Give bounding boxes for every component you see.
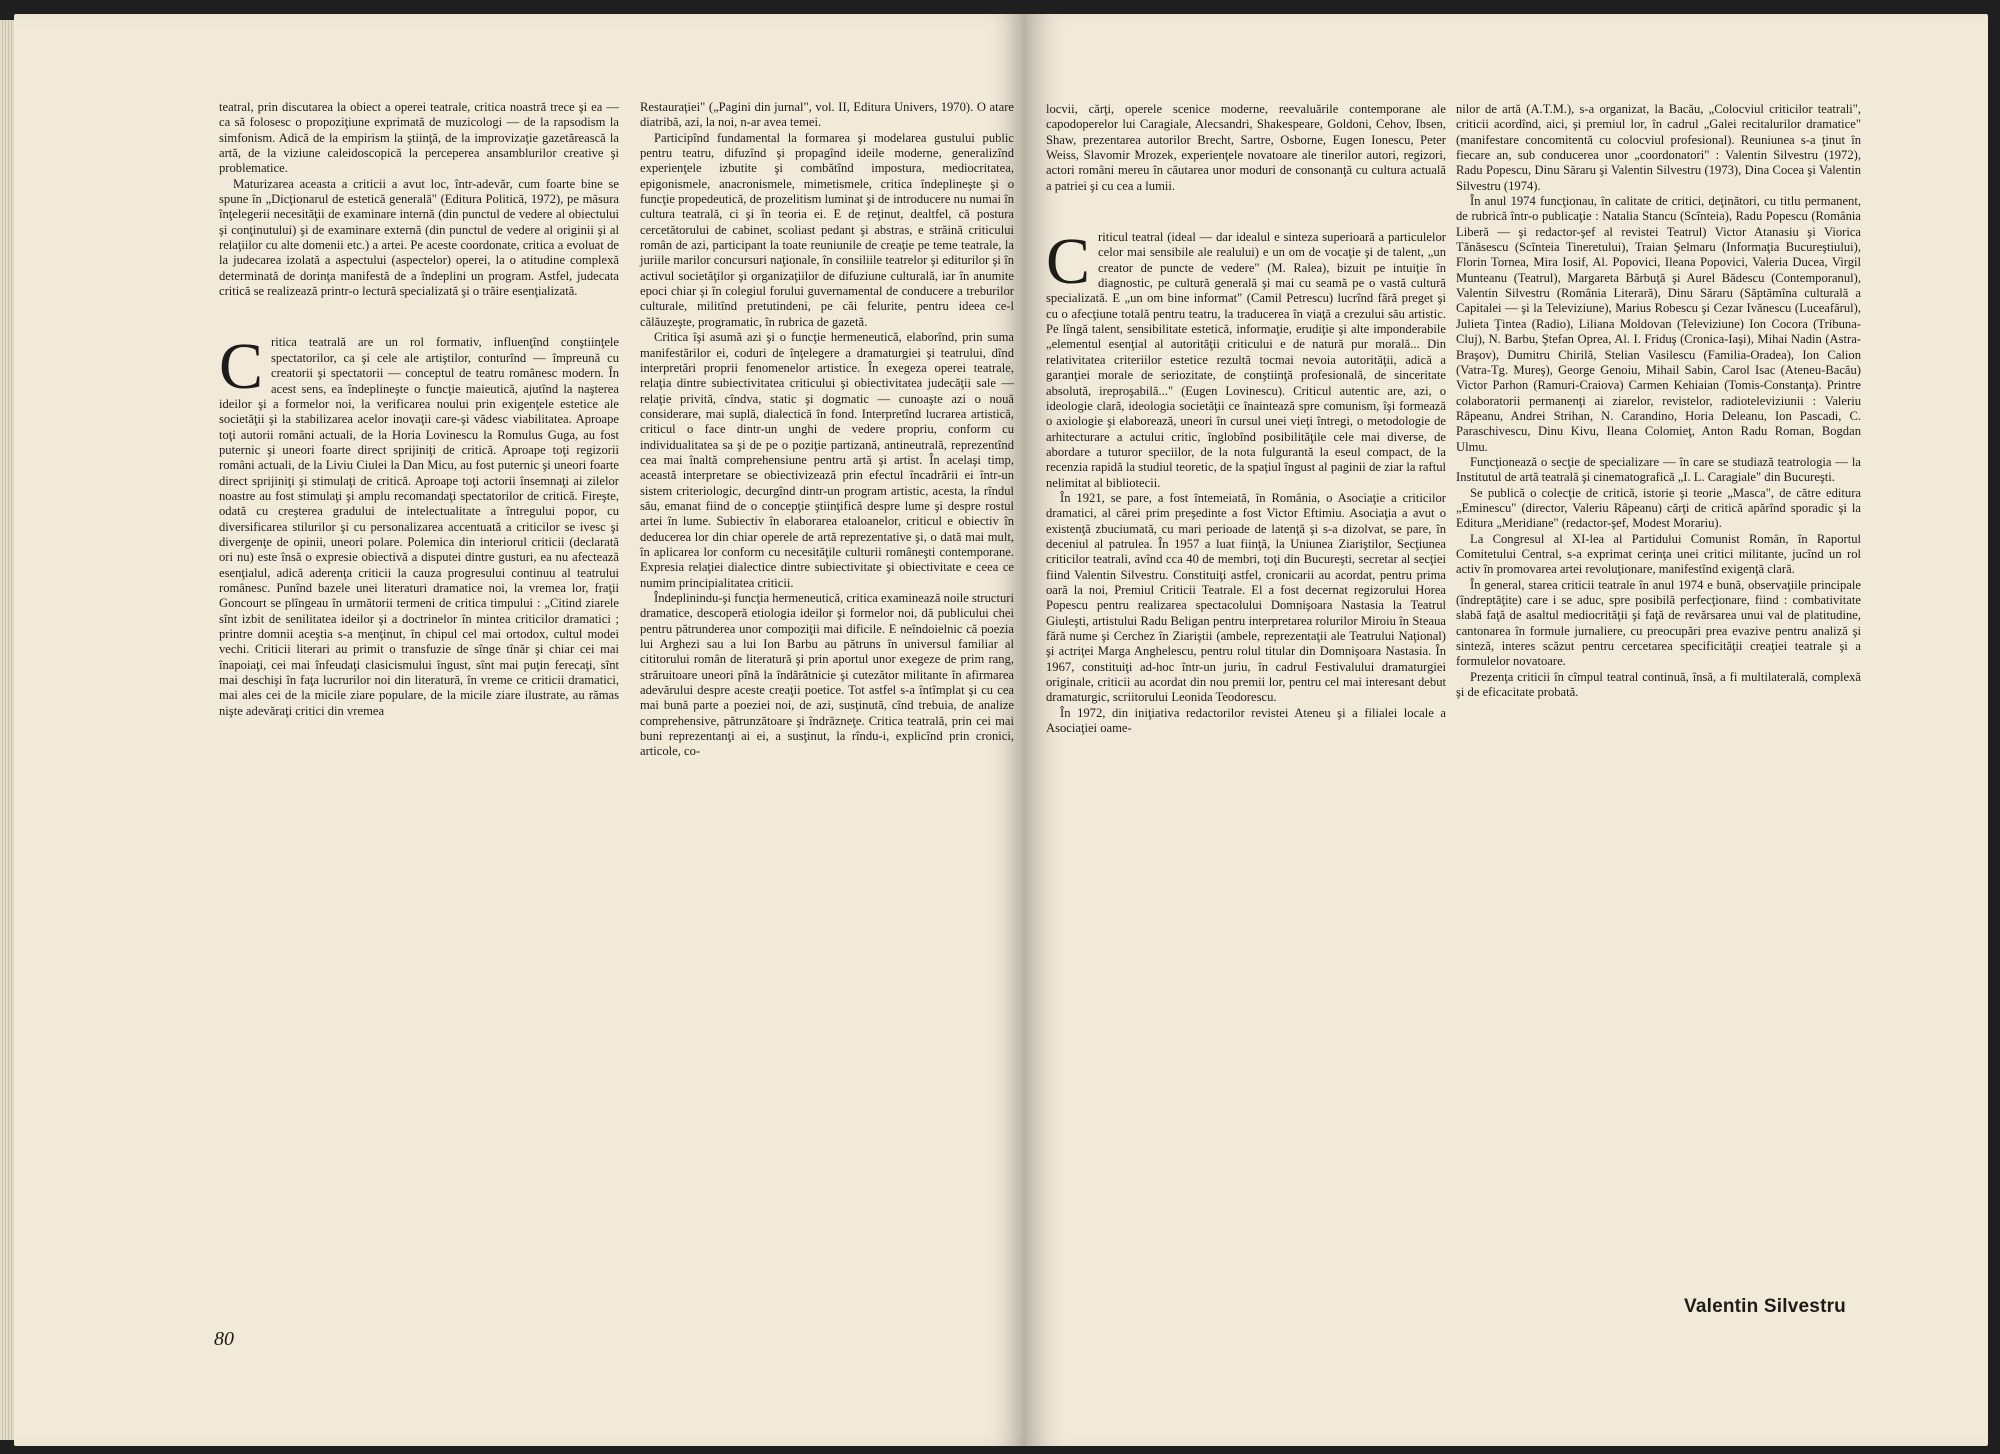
paragraph [219,330,619,719]
paragraph: Funcţionează o secţie de specializare — în care se studiază teatrologia — la Institutul de artă teatrală şi cinematografică „I. L. Caragiale" din Bucureşti. [1456,454,1861,485]
paragraph: teatral, prin discutarea la obiect a operei teatrale, critica noastră trece şi ea — ca să folosesc o propoziţiune exprimată de muzicologi — de la rapsodism la simfonism. Adică de la empirism la ştiinţă, de la improvizaţie gazetărească la artă, de la viziune caleidoscopică la perceperea ansamblurilor creative şi problematice. [219,100,619,176]
paragraph: Prezenţa criticii în cîmpul teatral continuă, însă, a fi multilaterală, complexă şi de eficacitate probată. [1456,669,1861,700]
left-page [14,14,1026,1446]
section-text: ritica teatrală are un rol formativ, influenţînd conştiinţele spectatorilor, ca şi cele ale artiştilor, conturînd — împreună cu creatorii şi spectatorii — conceptul de teatru românesc modern. În acest sens, ea îndeplineşte o funcţie maieutică, ajutînd la naşterea ideilor şi a formelor noi, la verificarea noului prin exigenţele estetice ale societăţii şi la stabilizarea acelor inovaţii care-şi vădesc viabilitatea. Aproape toţi autorii români actuali, de la Horia Lovinescu la Romulus Guga, au fost puternic şi uneori foarte direct sprijiniţi de critică. Aproape toţi regizorii români actuali, de la Liviu Ciulei la Dan Micu, au fost puternic şi uneori foarte direct sprijiniţi şi stimulaţi de critică. Aproape toţi actorii însemnaţi ai zilelor noastre au fost stimulaţi şi amplu recomandaţi spectatorilor de critică. Fireşte, odată cu creşterea gradului de intelectualitate a întregului popor, cu diversificarea stilurilor şi cu personalizarea accentuată a criticilor se ivesc şi divergenţe de opinii, uneori polare. Polemica din interiorul criticii (declarată ori nu) este însă o expresie obiectivă a disputei dintre gusturi, ea nu afectează esenţialul, adică aderenţa criticii la cauza progresului continuu al teatrului românesc. Punînd bazele unei literaturi dramatice noi, la vremea lor, fraţii Goncourt se plîngeau în următorii termeni de critica timpului : „Citind ziarele sînt izbit de senilitatea ideilor şi a doctrinelor în mintea criticilor dramatici ; printre domnii aceştia s-a menţinut, în chipul cel mai ortodox, cultul modei vechi. Criticii literari au primit o transfuzie de sînge tînăr şi chiar cei mai înapoiaţi, cei mai înfeudaţi clasicismului îngust, sînt mai puţin ferecaţi, sînt mai deschişi în faţa lucrurilor noi din literatură, în vreme ce criticii dramatici, mai ales cei de la micile ziare populare, de la micile ziare ilustrate, au rămas nişte adevăraţi critici din vremea [219,335,619,718]
paragraph: Îndeplinindu-şi funcţia hermeneutică, critica examinează noile structuri dramatice, descoperă etiologia ideilor şi formelor noi, dă publicului chei pentru pătrunderea unor compoziţii mai dificile. E neîndoielnic că poezia lui Arghezi sau a lui Ion Barbu au pătruns în universul familiar al cititorului român de literatură şi prin aportul unor exegeze de prim rang, străruitoare uneori pînă la îndărătnicie şi cutezător militante în afirmarea adevărului despre aceste creaţii poetice. Tot astfel s-a întîmplat şi cu cea mai bună parte a poeziei noi, de azi, susţinută, cînd trebuia, de analize comprehensive, pătrunzătoare şi îndrăzneţe. Critica teatrală, prin cei mai buni reprezentanţi ai ei, a susţinut, la rîndu-i, explicînd prin cronici, articole, co- [640,591,1014,759]
paragraph: În general, starea criticii teatrale în anul 1974 e bună, observaţiile principale (îndreptăţite) care i se aduc, spre posibilă perfecţionare, fiind : combativitate slabă faţă de asaltul mediocrităţii şi faţă de revărsarea unui val de platitudine, cantonarea în formule jurnaliere, cu preocupări prea evazive pentru analiză şi sinteză, interes scăzut pentru cercetarea specificităţii creaţiei teatrale şi a formulelor novatoare. [1456,577,1861,669]
section-text: riticul teatral (ideal — dar idealul e sinteza superioară a particulelor celor mai sensibile ale realului) e un om de vocaţie şi de talent, „un creator de puncte de vedere" (M. Ralea), bizuit pe intuiţie în diagnostic, pe cultură generală şi mai cu seamă pe o vastă cultură specializată. E „un om bine informat" (Camil Petrescu) lucrînd fără preget şi cu o afecţiune totală pentru teatru, la traducerea în viaţă a crezului său artistic. Pe lîngă talent, sensibilitate estetică, informaţie, erudiţie şi alte imponderabile „elementul esenţial al autorităţii criticului e de natură pur morală... Din relativitatea criteriilor estetice rezultă tocmai nevoia autorităţii, adică a garanţiei morale de seriozitate, de conştiinţă profesională, de sinceritate absolută, ireproşabilă..." (Eugen Lovinescu). Criticul autentic are, azi, o ideologie clară, ideologia societăţii ce înaintează spre comunism, îşi formează o axiologie şi elaborează, uneori în cursul unei vieţi întregi, o metodologie de arhitecturare a actului critic, înglobînd posibilităţile cele mai diverse, de abordare a tuturor speciilor, de la nota fulgurantă la eseul compact, de la recenzia rapidă la studiul teoretic, de la spaţiul îngust al paginii de ziar la raftul nelimitat al bibliotecii. [1046,230,1446,490]
page-number: 80 [214,1328,234,1350]
drop-cap: C [1046,225,1091,299]
section-gap [1046,194,1446,230]
paragraph: În anul 1974 funcţionau, în calitate de critici, deţinători, cu titlu permanent, de rubrică într-o publicaţie : Natalia Stancu (Scînteia), Radu Popescu (România Liberă — şi redactor-şef al revistei Teatrul) Victor Atanasiu şi Viorica Tănăsescu (Scînteia Tineretului), Traian Şelmaru (Informaţia Bucureştiului), Florin Tornea, Mira Iosif, Al. Popovici, Ileana Popovici, Valeria Ducea, Virgil Munteanu (Teatrul), Margareta Bărbuţă şi Aurel Bădescu (Contemporanul), Valentin Silvestru (România Literară), Dinu Săraru (Săptămîna culturală a Capitalei — şi la Televiziune), Marius Robescu şi Cezar Ivănescu (Luceafărul), Julieta Ţintea (Radio), Liliana Moldovan (Televiziune) Ion Cocora (Tribuna-Cluj), N. Barbu, Ştefan Oprea, Al. I. Friduş (Cronica-Iaşi), Mihai Nadin (Astra-Braşov), Dumitru Chirilă, Stelian Vasilescu (Familia-Oradea), Ion Calion (Vatra-Tg. Mureş), George Genoiu, Mihail Sabin, Carol Isac (Ateneu-Bacău) Victor Parhon (Ramuri-Craiova) Carmen Kehiaian (Tomis-Constanţa). Printre colaboratorii permanenţi ai ziarelor, revistelor, radioteleviziunii : Valeriu Râpeanu, Andrei Strihan, N. Carandino, Horia Deleanu, Ion Pascadi, C. Paraschivescu, Dinu Kivu, Ileana Colomieţ, Anton Radu Roman, Bogdan Ulmu. [1456,194,1861,454]
left-column-1 [219,100,619,719]
paragraph: La Congresul al XI-lea al Partidului Comunist Român, în Raportul Comitetului Central, s-a exprimat cerinţa unei critici militante, jucînd un rol activ în promovarea artei revoluţionare, manifestînd exigenţă clară. [1456,531,1861,577]
page-edges [0,20,14,1440]
paragraph: Se publică o colecţie de critică, istorie şi teorie „Masca", de către editura „Eminescu" (director, Valeriu Râpeanu) cărţi de critică apărînd sporadic şi la Editura „Meridiane" (redactor-şef, Modest Morariu). [1456,485,1861,531]
paragraph: În 1972, din iniţiativa redactorilor revistei Ateneu şi a filialei locale a Asociaţiei oame- [1046,705,1446,736]
paragraph: În 1921, se pare, a fost întemeiată, în România, o Asociaţie a criticilor dramatici, al cărei prim preşedinte a fost Victor Eftimiu. Asociaţia a avut o existenţă zbuciumată, cu mari perioade de latenţă şi s-a dizolvat, se pare, în deceniul al patrulea. În 1957 a luat fiinţă, la Uniunea Ziariştilor, Secţiunea criticilor teatrali, avînd cca 40 de membri, toţi din Bucureşti, secretar al secţiei fiind Valentin Silvestru. Constituiţi astfel, cronicarii au acordat, pentru prima oară la noi, Premiul Criticii Teatrale. El a fost decernat regizorului Horea Popescu pentru realizarea spectacolului Domnişoara Nastasia la Teatrul Giuleşti, artistului Radu Beligan pentru interpretarea rolurilor Miroiu în Steaua fără nume şi Cerchez în Ziariştii (ambele, reprezentaţii ale Teatrului Naţional) şi actriţei Marga Anghelescu, pentru rolul titular din Domnişoara Nastasia. În 1967, constituiţi ad-hoc într-un juriu, în cadrul Festivalului dramaturgiei originale, criticii au acordat din nou premii lor, pentru cel mai interesant debut dramaturgic, scriitorului Leonida Teodorescu. [1046,490,1446,705]
paragraph: nilor de artă (A.T.M.), s-a organizat, la Bacău, „Colocviul criticilor teatrali", criticii acordînd, aici, şi premiul lor, în cadrul „Galei recitalurilor dramatice" (manifestare concomitentă cu colocviul profesional). Reuniunea s-a ţinut în fiecare an, sub conducerea unor „coordonatori" : Valentin Silvestru (1972), Radu Popescu, Dinu Săraru şi Valentin Silvestru (1973), Dina Cocea şi Valentin Silvestru (1974). [1456,102,1861,193]
paragraph: locvii, cărţi, operele scenice moderne, reevaluările contemporane ale capodoperelor lui Caragiale, Alecsandri, Shakespeare, Goldoni, Cehov, Ibsen, Shaw, prezentarea autorilor Brecht, Sartre, Osborne, Eugen Ionescu, Peter Weiss, Slavomir Mrozek, experienţele novatoare ale tinerilor autori, regizori, actori români mereu în căutarea unor moduri de consonanţă cu cultura actuală a patriei şi cu cea a lumii. [1046,102,1446,193]
paragraph: Maturizarea aceasta a criticii a avut loc, într-adevăr, cum foarte bine se spune în „Dicţionarul de estetică generală" (Editura Politică, 1972), pe măsura înţelegerii necesităţii de examinare internă (din punctul de vedere al obiectului şi conţinutului) şi de examinare externă (din punctul de vedere al originii şi al relaţiilor cu alte domenii etc.) a artei. Pe aceste coordonate, critica a evoluat de la judecarea izolată a aspectului (aspectelor) operei, la o atitudine complexă determinată de dorinţa manifestă de a îndeplini un program. Astfel, judecata critică se realizează printr-o lectură specializată şi o trăire esenţializată. [219,176,619,299]
right-column-2 [1456,102,1861,700]
right-page [1026,14,1988,1446]
paragraph: Critica îşi asumă azi şi o funcţie hermeneutică, elaborînd, prin suma manifestărilor ei, coduri de înţelegere a dramaturgiei şi teatrului, dînd interpretări proprii fenomenelor artistice. În exegeza operei teatrale, relaţia dintre subiectivitatea criticului şi obiectivitatea judecăţii sale — relaţie privită, cîndva, static şi dogmatic — cunoaşte azi o nouă considerare, mai suplă, dialectică în fond. Interpretînd lucrarea artistică, criticul o face dintr-un unghi de vedere propriu, conform cu individualitatea sa şi de pe o poziţie partizană, antineutrală, reprezentînd cea mai înaltă comprehensiune pentru artă şi artist. În acelaşi timp, această interpretare se obiectivizează prin efectul încadrării ei într-un sistem criteriologic, decurgînd dintr-un program artistic, acesta, la rîndul său, emanat fiind de o concepţie ştiinţifică despre lume şi despre rostul artei în lume. Subiectiv în elaborarea etaloanelor, criticul e obiectiv în deducerea lor din chiar operele de artă reprezentative şi, o dată mai mult, în aplicarea lor conform cu necesităţile culturii româneşti contemporane. Expresia relaţiei dialectice dintre subiectivitate şi obiectivitate e ceea ce numim principialitatea criticii. [640,330,1014,590]
section-gap [219,299,619,335]
paragraph: Restauraţiei" („Pagini din jurnal", vol. II, Editura Univers, 1970). O atare diatribă, azi, la noi, n-ar avea temei. [640,100,1014,130]
left-column-2 [640,100,1014,760]
paragraph: Participînd fundamental la formarea şi modelarea gustului public pentru teatru, difuzînd şi propagînd ideile moderne, generalizînd experienţele izbutite şi combătînd impostura, mediocritatea, epigonismele, anacronismele, mimetismele, critica îndeplineşte şi o funcţie propedeutică, de prozelitism luminat şi de introducere nu numai în cultura teatrală, ci şi în teoria ei. E de reţinut, dealtfel, că postura cercetătorului de cabinet, scoliast pedant şi abstras, e străină criticului român de azi, participant la toate reuniunile de creaţie pe teme teatrale, la juriile marilor concursuri naţionale, în consiliile teatrelor şi editurilor şi în activul societăţilor şi organizaţiilor de difuziune culturală, iar în anumite epoci chiar şi în colegiul forului guvernamental de conducere a treburilor culturale, militînd pretutindeni, pe căi felurite, pentru ideea ce-l călăuzeşte, programatic, în rubrica de gazetă. [640,130,1014,329]
author-signature: Valentin Silvestru [1684,1296,1846,1317]
drop-cap: C [219,330,264,404]
right-column-1 [1046,102,1446,736]
paragraph [1046,225,1446,491]
